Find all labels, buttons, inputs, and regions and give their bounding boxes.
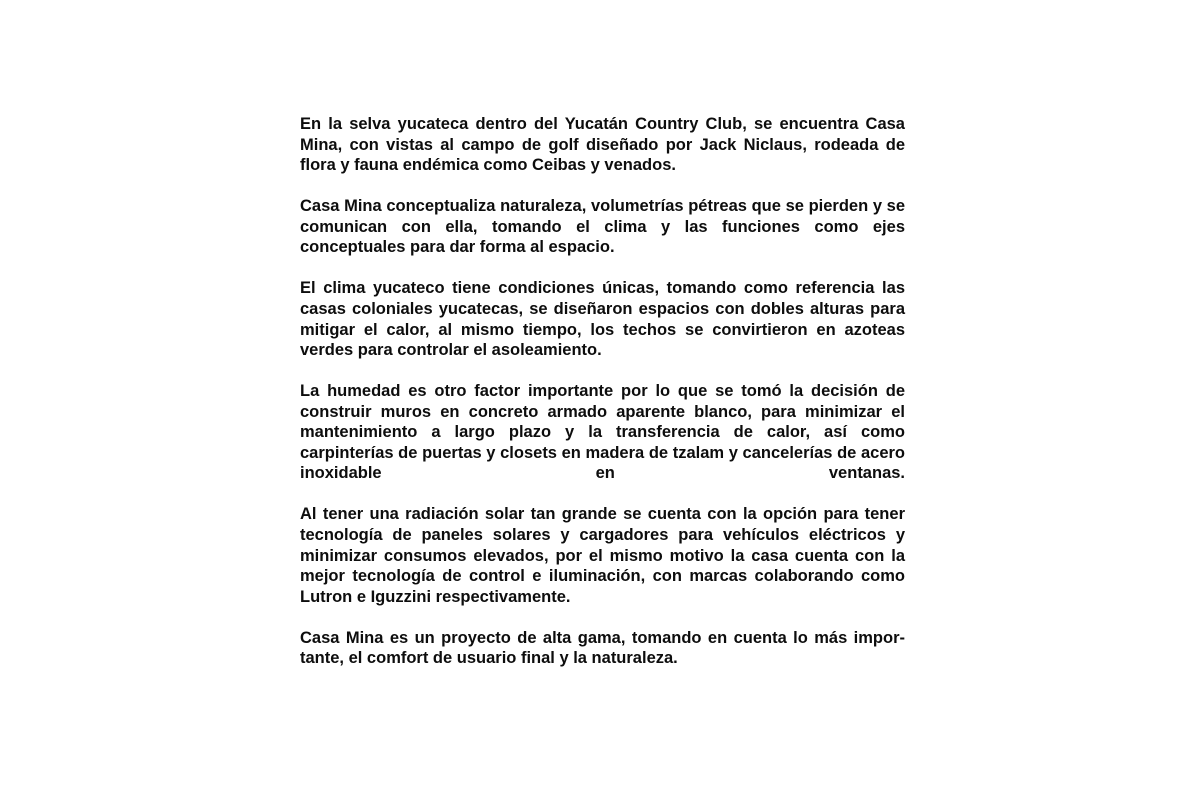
paragraph-solar: Al tener una radiación solar tan grande se cuenta con la opción para tener tecnología de paneles solares y cargadores para vehículos eléctricos y minimizar consumos elevados, por el mismo motivo la casa cuenta con la mejor tecnología de control e iluminación, con marcas colaborando como Lutron e Iguzzini respectivamente.	[300, 505, 905, 606]
document-body	[300, 114, 905, 669]
paragraph-concept: Casa Mina conceptualiza naturaleza, volumetrías pétreas que se pierden y se comunican con ella, tomando el clima y las funciones como ejes conceptuales para dar forma al espacio.	[300, 197, 905, 257]
paragraph-location: En la selva yucateca dentro del Yucatán Country Club, se encuentra Casa Mina, con vistas al campo de golf diseñado por Jack Niclaus, rodeada de flora y fauna endémica como Ceibas y venados.	[300, 115, 905, 175]
paragraph-summary: Casa Mina es un proyecto de alta gama, tomando en cuenta lo más impor-tante, el comfort de usuario final y la naturaleza.	[300, 628, 905, 668]
paragraph-climate: El clima yucateco tiene condiciones únicas, tomando como referencia las casas coloniales yucatecas, se diseñaron espacios con dobles alturas para mitigar el calor, al mismo tiempo, los techos se convirtieron en azoteas verdes para controlar el asoleamiento.	[300, 279, 905, 360]
paragraph-humidity: La humedad es otro factor importante por lo que se tomó la decisión de construir muros en concreto armado aparente blanco, para minimizar el mantenimiento a largo plazo y la transferencia de calor, así como carpinterías de puertas y closets en madera de tzalam y cancelerías de acero inoxidable en ventanas.	[300, 382, 905, 483]
